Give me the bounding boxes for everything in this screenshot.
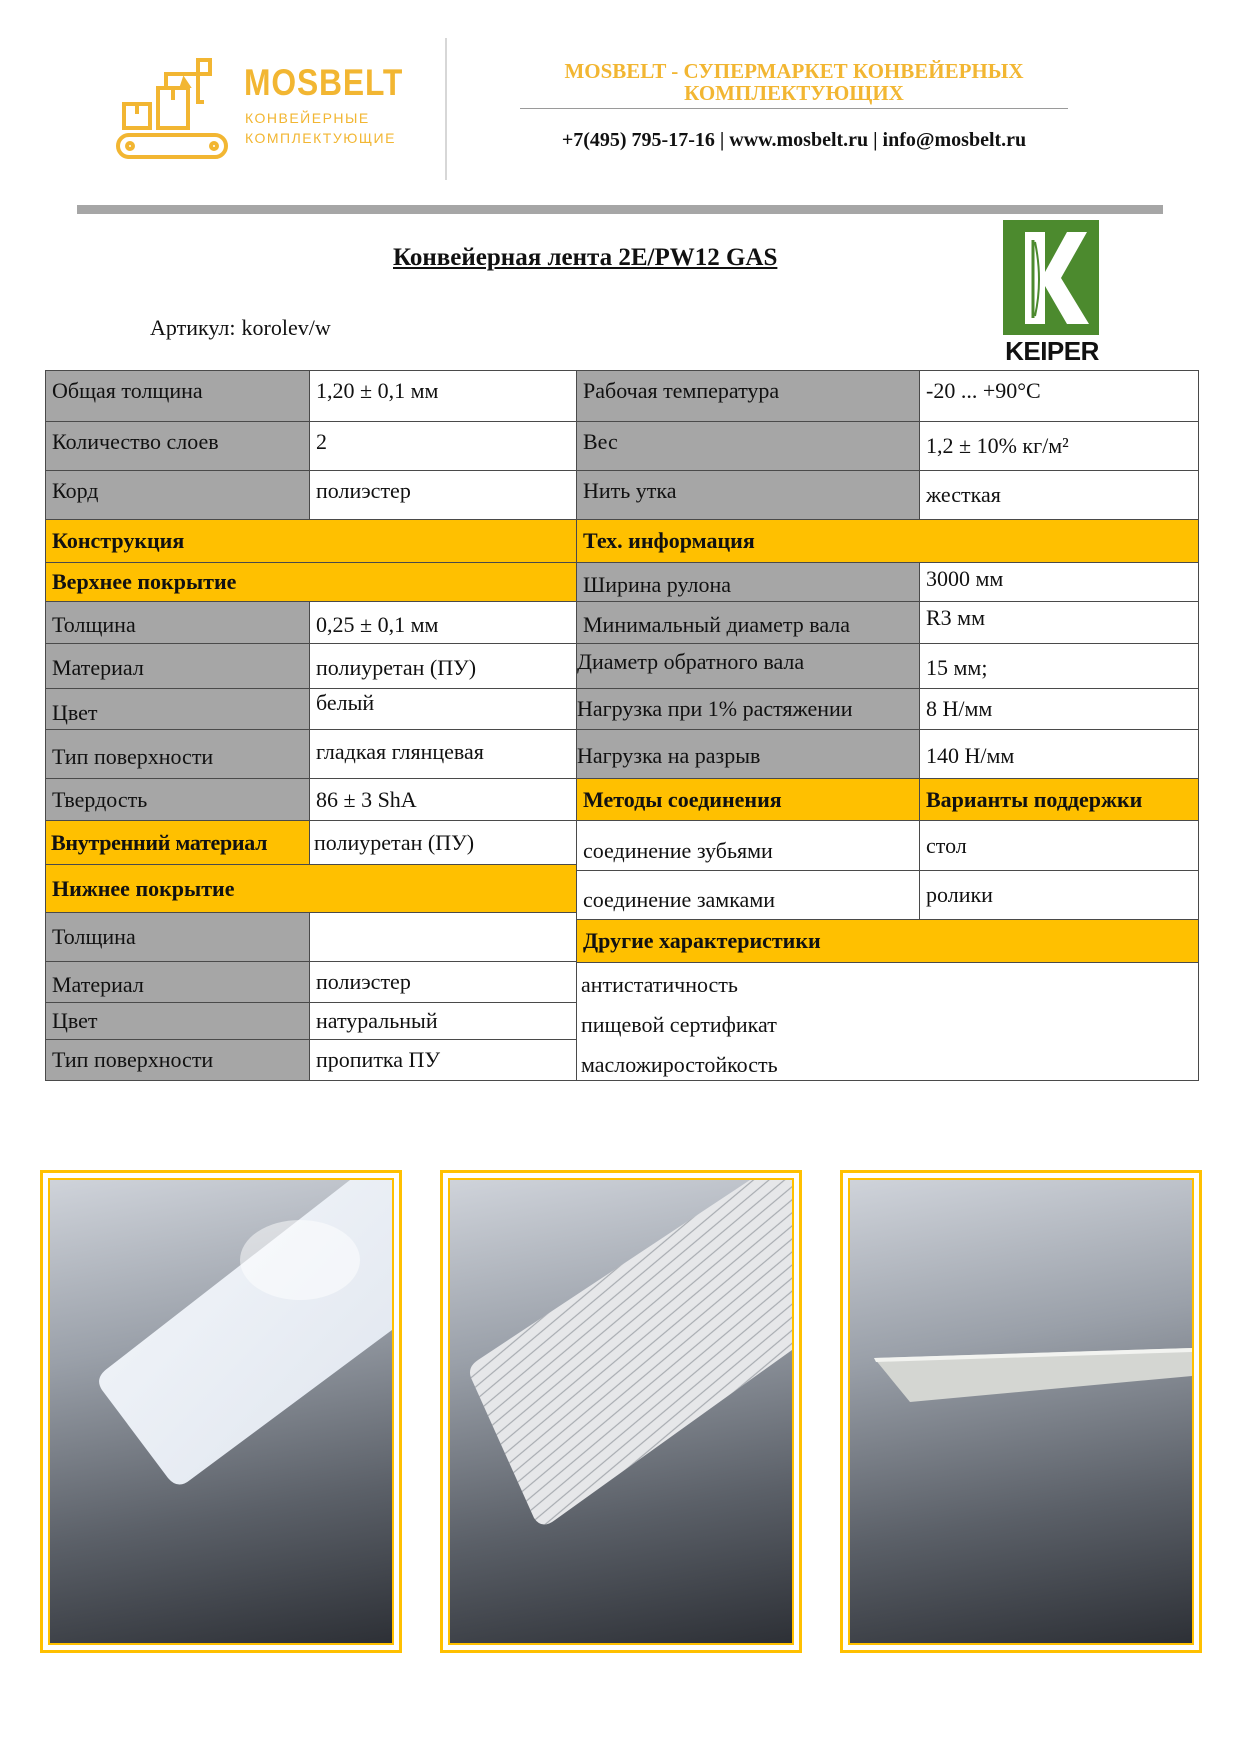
other-characteristics-list	[576, 962, 1199, 1081]
top-thickness-label: Толщина	[45, 601, 310, 644]
joining-teeth: соединение зубьями	[576, 820, 920, 871]
weight-label: Вес	[576, 421, 920, 471]
min-shaft-label: Минимальный диаметр вала	[576, 601, 920, 644]
header-separator-bar	[77, 205, 1163, 214]
support-rollers: ролики	[919, 870, 1199, 920]
inner-material-value: полиуретан (ПУ)	[309, 820, 577, 865]
break-load-value: 140 Н/мм	[919, 729, 1199, 779]
load-1pct-value: 8 Н/мм	[919, 688, 1199, 730]
bottom-color-value: натуральный	[309, 1002, 577, 1040]
other-item-food-cert: пищевой сертификат	[581, 1012, 777, 1037]
bottom-surface-value: пропитка ПУ	[309, 1039, 577, 1081]
tech-info-header: Тех. информация	[576, 519, 1199, 563]
document-title: Конвейерная лента 2E/PW12 GAS	[393, 244, 778, 271]
layers-label: Количество слоев	[45, 421, 310, 471]
support-options-header: Варианты поддержки	[919, 778, 1199, 821]
other-characteristics-header: Другие характеристики	[576, 919, 1199, 963]
slogan	[520, 60, 1068, 104]
top-cover-header: Верхнее покрытие	[45, 562, 577, 602]
top-surface-label: Тип поверхности	[45, 729, 310, 779]
bottom-color-label: Цвет	[45, 1002, 310, 1040]
joining-methods-header: Методы соединения	[576, 778, 920, 821]
total-thickness-label: Общая толщина	[45, 370, 310, 422]
cord-value: полиэстер	[309, 470, 577, 520]
belt-bottom-surface-image	[450, 1180, 792, 1643]
hardness-label: Твердость	[45, 778, 310, 821]
article-value: korolev/w	[241, 315, 331, 340]
hardness-value: 86 ± 3 ShA	[309, 778, 577, 821]
bottom-thickness-value	[309, 912, 577, 962]
load-1pct-label: Нагрузка при 1% растяжении	[576, 688, 920, 730]
slogan-underline	[520, 108, 1068, 109]
brand-subtitle-2: КОМПЛЕКТУЮЩИЕ	[245, 130, 396, 146]
belt-edge-image	[850, 1180, 1192, 1643]
keiper-k-icon	[1003, 220, 1099, 335]
brand-subtitle-1: КОНВЕЙЕРНЫЕ	[245, 110, 370, 126]
belt-top-surface-image	[50, 1180, 392, 1643]
other-item-antistatic: антистатичность	[581, 972, 738, 997]
roll-width-value: 3000 мм	[919, 562, 1199, 602]
header-divider	[445, 38, 447, 180]
work-temp-label: Рабочая температура	[576, 370, 920, 422]
construction-header: Конструкция	[45, 519, 577, 563]
brand-name: MOSBELT	[244, 62, 404, 103]
bottom-thickness-label: Толщина	[45, 912, 310, 962]
weight-value: 1,2 ± 10% кг/м²	[919, 421, 1199, 471]
keiper-logo	[1003, 220, 1099, 366]
min-shaft-value: R3 мм	[919, 601, 1199, 644]
article-line	[150, 315, 331, 341]
support-table: стол	[919, 820, 1199, 871]
top-color-label: Цвет	[45, 688, 310, 730]
weft-label: Нить утка	[576, 470, 920, 520]
bottom-cover-header: Нижнее покрытие	[45, 864, 577, 913]
mosbelt-logo	[112, 58, 412, 166]
article-label: Артикул:	[150, 315, 236, 340]
slogan-line-1: MOSBELT - СУПЕРМАРКЕТ КОНВЕЙЕРНЫХ	[564, 59, 1024, 83]
total-thickness-value: 1,20 ± 0,1 мм	[309, 370, 577, 422]
break-load-label: Нагрузка на разрыв	[576, 729, 920, 779]
weft-value: жесткая	[919, 470, 1199, 520]
bottom-surface-label: Тип поверхности	[45, 1039, 310, 1081]
top-thickness-value: 0,25 ± 0,1 мм	[309, 601, 577, 644]
top-color-value: белый	[309, 688, 577, 730]
photo-top-surface	[40, 1170, 402, 1653]
keiper-wordmark: KEIPER	[1005, 336, 1099, 366]
layers-value: 2	[309, 421, 577, 471]
top-material-value: полиуретан (ПУ)	[309, 643, 577, 689]
conveyor-logo-icon	[112, 58, 240, 164]
photo-bottom-surface	[440, 1170, 802, 1653]
photo-belt-edge	[840, 1170, 1202, 1653]
spec-table	[45, 370, 1199, 1105]
contacts[interactable]: +7(495) 795-17-16 | www.mosbelt.ru | info@mosbelt.ru	[561, 129, 1027, 151]
roll-width-label: Ширина рулона	[576, 562, 920, 602]
top-surface-value: гладкая глянцевая	[309, 729, 577, 779]
cord-label: Корд	[45, 470, 310, 520]
backbend-value: 15 мм;	[919, 643, 1199, 689]
inner-material-label: Внутренний материал	[45, 820, 310, 865]
bottom-material-value: полиэстер	[309, 961, 577, 1003]
backbend-label: Диаметр обратного вала	[576, 643, 920, 689]
work-temp-value: -20 ... +90°C	[919, 370, 1199, 422]
top-material-label: Материал	[45, 643, 310, 689]
bottom-material-label: Материал	[45, 961, 310, 1003]
joining-locks: соединение замками	[576, 870, 920, 920]
slogan-line-2: КОМПЛЕКТУЮЩИХ	[684, 81, 904, 105]
other-item-oil-resistant: масложиростойкость	[581, 1052, 778, 1077]
